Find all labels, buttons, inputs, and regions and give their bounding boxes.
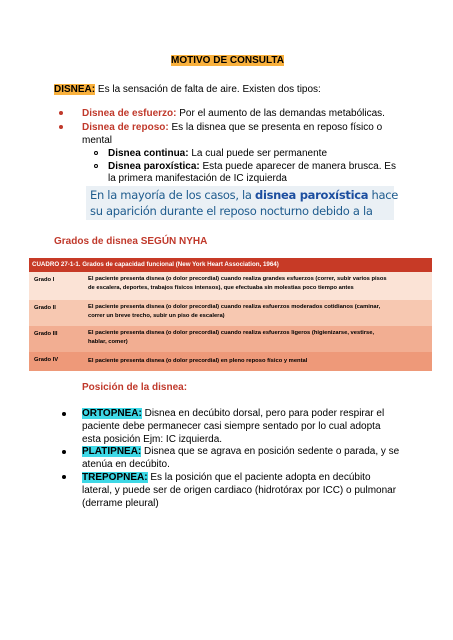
disnea-term: DISNEA: <box>54 84 96 95</box>
bullet-icon <box>59 125 63 129</box>
book-excerpt-image <box>86 186 399 220</box>
trepopnea-line-2: lateral, y puede ser de origen cardiaco (hidrotórax por ICC) o pulmonar <box>82 485 397 496</box>
subtype-continua: Disnea continua: La cual puede ser permanente <box>108 148 328 159</box>
type-reposo: Disnea de reposo: Es la disnea que se presenta en reposo físico o <box>82 122 383 133</box>
bullet-icon <box>62 412 66 416</box>
table-row: Grado III El paciente presenta disnea (o dolor precordial) cuando realiza esfuerzos ligeros (higienizarse, vestirse, hablar, comer) <box>29 326 432 352</box>
trepopnea-line-1: TREPOPNEA: Es la posición que el paciente adopta en decúbito <box>82 472 371 483</box>
position-heading: Posición de la disnea: <box>82 382 188 393</box>
ortopnea-line-1: ORTOPNEA: Disnea en decúbito dorsal, pero para poder respirar el <box>82 408 385 419</box>
circle-bullet-icon <box>94 151 98 155</box>
trepopnea-line-3: (derrame pleural) <box>82 498 159 509</box>
disnea-text: Es la sensación de falta de aire. Existen dos tipos: <box>97 84 321 95</box>
circle-bullet-icon <box>94 164 98 168</box>
platipnea-line-1: PLATIPNEA: Disnea que se agrava en posición sedente o parada, y se <box>82 446 400 457</box>
platipnea-line-2: atenúa en decúbito. <box>82 459 170 470</box>
table-row: Grado IV El paciente presenta disnea (o dolor precordial) en pleno reposo físico y mental <box>29 352 432 371</box>
type-esfuerzo: Disnea de esfuerzo: Por el aumento de las demandas metabólicas. <box>82 108 385 119</box>
bullet-icon <box>62 475 66 479</box>
page-title: MOTIVO DE CONSULTA <box>171 55 284 66</box>
disnea-definition <box>54 83 321 96</box>
excerpt-line-2: su aparición durante el reposo nocturno debido a la <box>90 204 373 218</box>
type-reposo-cont: mental <box>82 135 113 146</box>
nyha-heading: Grados de disnea SEGÚN NYHA <box>54 236 208 247</box>
subtype-paroxistica-cont: la primera manifestación de IC izquierda <box>108 173 287 184</box>
nyha-table <box>29 258 432 371</box>
table-caption: CUADRO 27-1-1. Grados de capacidad funcional (New York Heart Association, 1964) <box>29 258 432 272</box>
ortopnea-line-2: paciente debe permanecer casi siempre sentado por lo cual adopta <box>82 421 381 432</box>
table-row: Grado II El paciente presenta disnea (o dolor precordial) cuando realiza esfuerzos moderados cotidianos (caminar, correr un breve trecho, subir un piso de escalera) <box>29 300 432 326</box>
excerpt-line-1: En la mayoría de los casos, la disnea paroxística hace <box>90 188 399 202</box>
table-row: Grado I El paciente presenta disnea (o dolor precordial) cuando realiza grandes esfuerzos (correr, subir varios pisos de escalera, deportes, trabajos físicos intensos), que efectuaba sin molestias poco tiempo antes <box>29 272 432 300</box>
bullet-icon <box>59 111 63 115</box>
subtype-paroxistica: Disnea paroxística: Esta puede aparecer de manera brusca. Es <box>108 161 396 172</box>
bullet-icon <box>62 450 66 454</box>
ortopnea-line-3: esta posición Ejm: IC izquierda. <box>82 434 223 445</box>
